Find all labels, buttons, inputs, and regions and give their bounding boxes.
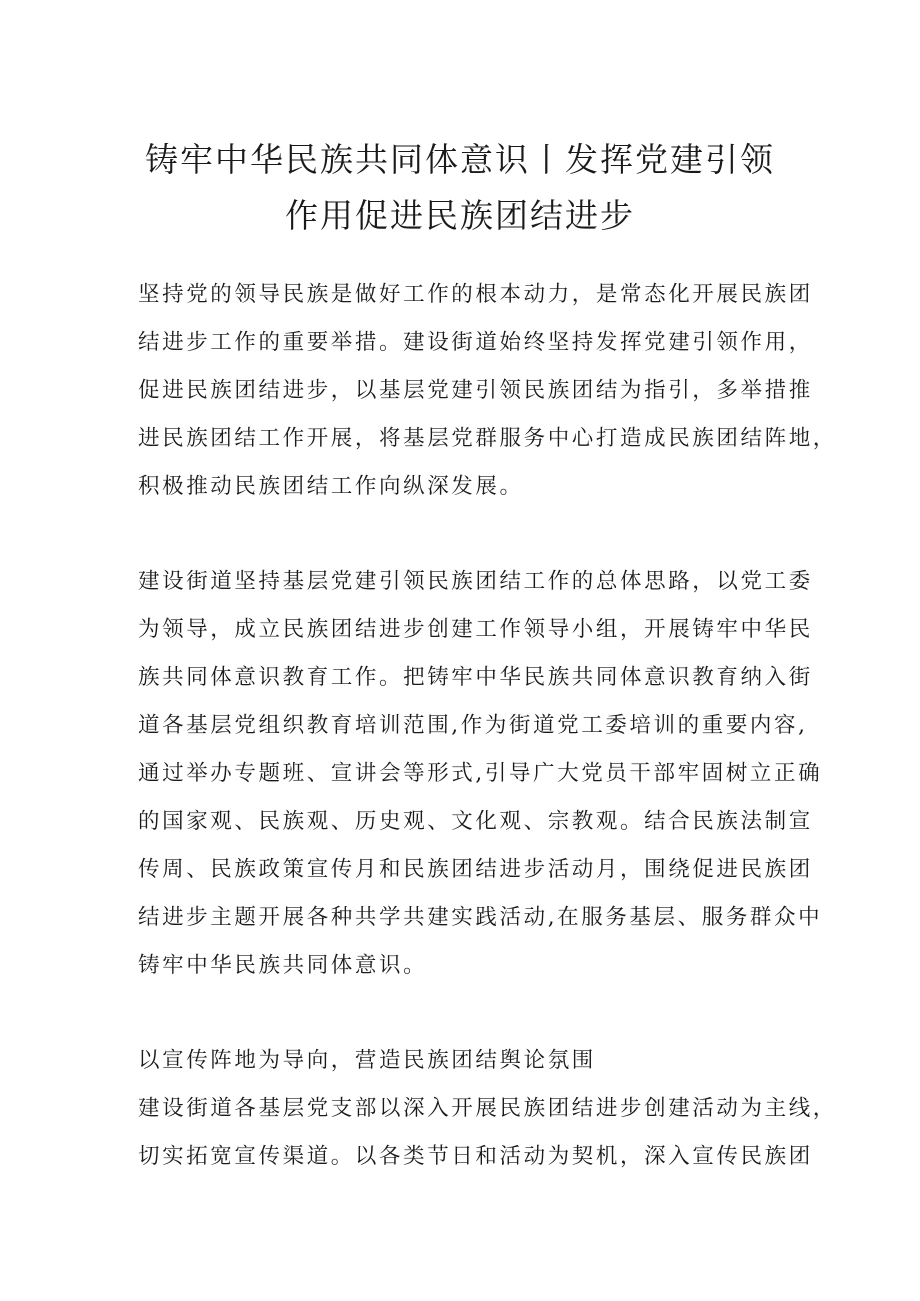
paragraph-line: 坚持党的领导民族是做好工作的根本动力，是常态化开展民族团 (138, 282, 813, 307)
paragraph-line: 促进民族团结进步，以基层党建引领民族团结为指引，多举措推 (138, 378, 813, 403)
paragraph-line: 道各基层党组织教育培训范围,作为街道党工委培训的重要内容, (138, 713, 808, 738)
title-line-1: 铸牢中华民族共同体意识丨发挥党建引领 (145, 140, 775, 179)
paragraph-line: 族共同体意识教育工作。把铸牢中华民族共同体意识教育纳入街 (138, 665, 813, 690)
paragraph-line: 铸牢中华民族共同体意识。 (138, 953, 428, 978)
paragraph-line: 进民族团结工作开展，将基层党群服务中心打造成民族团结阵地， (138, 426, 837, 451)
paragraph-line: 建设街道坚持基层党建引领民族团结工作的总体思路，以党工委 (138, 569, 813, 594)
paragraph-line: 通过举办专题班、宣讲会等形式,引导广大党员干部牢固树立正确 (138, 761, 823, 786)
paragraph-line: 为领导，成立民族团结进步创建工作领导小组，开展铸牢中华民 (138, 617, 813, 642)
section-heading: 以宣传阵地为导向，营造民族团结舆论氛围 (138, 1048, 596, 1073)
paragraph-line: 结进步工作的重要举措。建设街道始终坚持发挥党建引领作用， (138, 330, 813, 355)
paragraph-line: 积极推动民族团结工作向纵深发展。 (138, 474, 524, 499)
paragraph-line: 建设街道各基层党支部以深入开展民族团结进步创建活动为主线， (138, 1096, 837, 1121)
paragraph-line: 传周、民族政策宣传月和民族团结进步活动月，围绕促进民族团 (138, 857, 813, 882)
paragraph-line: 切实拓宽宣传渠道。以各类节日和活动为契机，深入宣传民族团 (138, 1144, 813, 1169)
title-line-2: 作用促进民族团结进步 (285, 196, 635, 235)
paragraph-line: 的国家观、民族观、历史观、文化观、宗教观。结合民族法制宣 (138, 809, 813, 834)
paragraph-line: 结进步主题开展各种共学共建实践活动,在服务基层、服务群众中 (138, 905, 823, 930)
